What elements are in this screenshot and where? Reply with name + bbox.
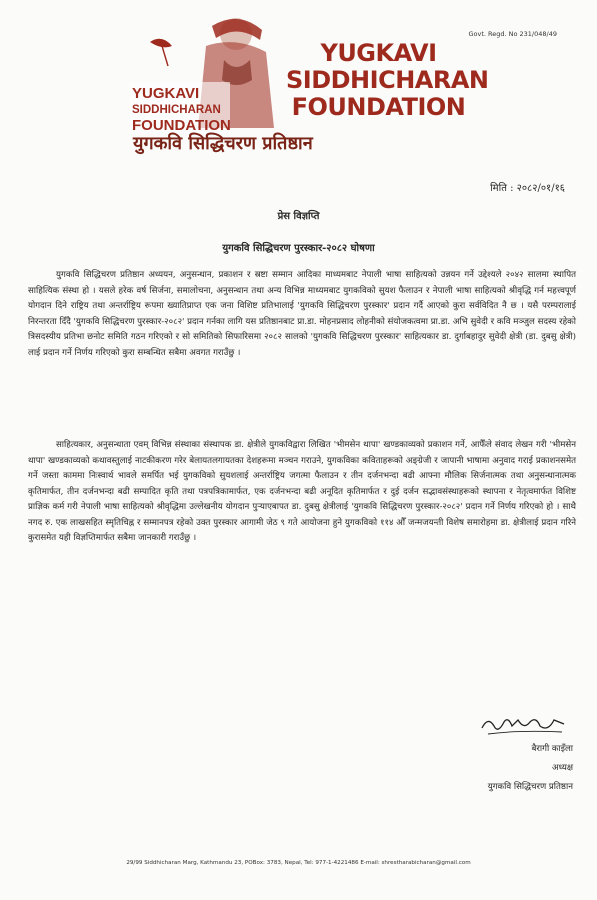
org-name-line-2: SIDDHICHARAN: [286, 66, 489, 94]
handwritten-signature: [478, 712, 568, 740]
signatory-position: अध्यक्ष: [552, 763, 573, 773]
foundation-logo: [128, 16, 276, 138]
letter-date: मिति : २०८२/०१/१६: [490, 183, 565, 194]
logo-text-line-3: FOUNDATION: [132, 117, 231, 134]
logo-text-line-2: SIDDHICHARAN: [132, 104, 221, 116]
body-paragraph-2: साहित्यकार, अनुसन्धाता एवम् विभिन्न संस्थाका संस्थापक डा. क्षेत्रीले युगकविद्वारा लिखित 'भीमसेन थापा' खण्डकाव्यको प्रकाशन गर्ने, आफैँले संवाद लेखन गरी 'भीमसेन थापा' खण्डकाव्यको कथावस्तुलाई नाटकीकरण गरेर बेलायतलगायतका देशहरूमा मञ्चन गराउने, युगकविका कविताहरूको अङ्ग्रेजी र जापानी भाषामा अनुवाद गराई प्रकाशनसमेत गर्ने जस्ता काममा निःस्वार्थ भावले समर्पित भई युगकविको सुयशलाई अन्तर्राष्ट्रिय जगत्मा फैलाउन र तीन दर्जनभन्दा बढी आफ्ना मौलिक सिर्जनात्मक तथा अनुसन्धानात्मक कृतिमार्फत, तीन दर्जनभन्दा बढी सम्पादित कृति तथा पत्रपत्रिकामार्फत, एक दर्जनभन्दा बढी अनूदित कृतिमार्फत र दुई दर्जन सद्भावसंस्थाहरूको स्थापना र नेतृत्वमार्फत विशिष्ट प्राज्ञिक कर्म गरी नेपाली भाषा साहित्यको श्रीवृद्धिमा उल्लेखनीय योगदान पुऱ्याएबापत डा. दुबसु क्षेत्रीलाई 'युगकवि सिद्धिचरण पुरस्कार-२०८२' प्रदान गर्ने निर्णय गरिएको हो । साथै नगद रु. एक लाखसहित स्मृतिचिह्न र सम्मानपत्र रहेको उक्त पुरस्कार आगामी जेठ ९ गते आयोजना हुने युगकविको ११४ औँ जन्मजयन्ती विशेष समारोहमा डा. क्षेत्रीलाई प्रदान गरिने कुरासमेत यही विज्ञप्तिमार्फत सबैमा जानकारी गराउँछु ।: [28, 440, 576, 543]
signatory-name: बैरागी काइँला: [531, 744, 573, 754]
footer-contact: 29/99 Siddhicharan Marg, Kathmandu 23, POBox: 3783, Nepal, Tel: 977-1-4221486 E-mail: shrestharabicharan@gmail.com: [126, 860, 471, 866]
registration-number: Govt. Regd. No 231/048/49: [468, 30, 557, 38]
signatory-organization: युगकवि सिद्धिचरण प्रतिष्ठान: [487, 782, 573, 792]
organization-name-english: [286, 39, 489, 121]
organization-name-nepali: युगकवि सिद्धिचरण प्रतिष्ठान: [133, 133, 313, 154]
document-subject: युगकवि सिद्धिचरण पुरस्कार-२०८२ घोषणा: [222, 243, 375, 254]
org-name-line-1: YUGKAVI: [320, 39, 437, 67]
org-name-line-3: FOUNDATION: [291, 93, 466, 121]
logo-text-line-1: YUGKAVI: [132, 85, 200, 102]
body-paragraph-1: युगकवि सिद्धिचरण प्रतिष्ठान अध्ययन, अनुसन्धान, प्रकाशन र स्रष्टा सम्मान आदिका माध्यमबाट नेपाली भाषा साहित्यको उन्नयन गर्ने उद्देश्यले २०४२ सालमा स्थापित साहित्यिक संस्था हो । यसले हरेक वर्ष सिर्जना, समालोचना, अनुसन्धान तथा अन्य विभिन्न माध्यमबाट युगकविको सुयश फैलाउन र नेपाली भाषा साहित्यको श्रीवृद्धि गर्न महत्त्वपूर्ण योगदान दिने राष्ट्रिय तथा अन्तर्राष्ट्रिय रूपमा ख्यातिप्राप्त एक जना विशिष्ट प्रतिभालाई 'युगकवि सिद्धिचरण पुरस्कार' प्रदान गर्दै आएको कुरा सर्वविदित नै छ । यसै परम्परालाई निरन्तरता दिँदै 'युगकवि सिद्धिचरण पुरस्कार-२०८२' प्रदान गर्नका लागि यस प्रतिष्ठानबाट प्रा.डा. मोहनप्रसाद लोहनीको संयोजकत्वमा प्रा.डा. अभि सुवेदी र कवि मञ्जुल सदस्य रहेको त्रिसदस्यीय प्रतिभा छनोट समिति गठन गरिएको र सो समितिको सिफारिसमा २०८२ सालको 'युगकवि सिद्धिचरण पुरस्कार' साहित्यकार डा. दुर्गाबहादुर सुवेदी क्षेत्री (डा. दुबसु क्षेत्री) लाई प्रदान गर्ने निर्णय गरिएको कुरा सम्बन्धित सबैमा अवगत गराउँछु ।: [28, 270, 576, 358]
document-title: प्रेस विज्ञप्ति: [277, 211, 320, 222]
